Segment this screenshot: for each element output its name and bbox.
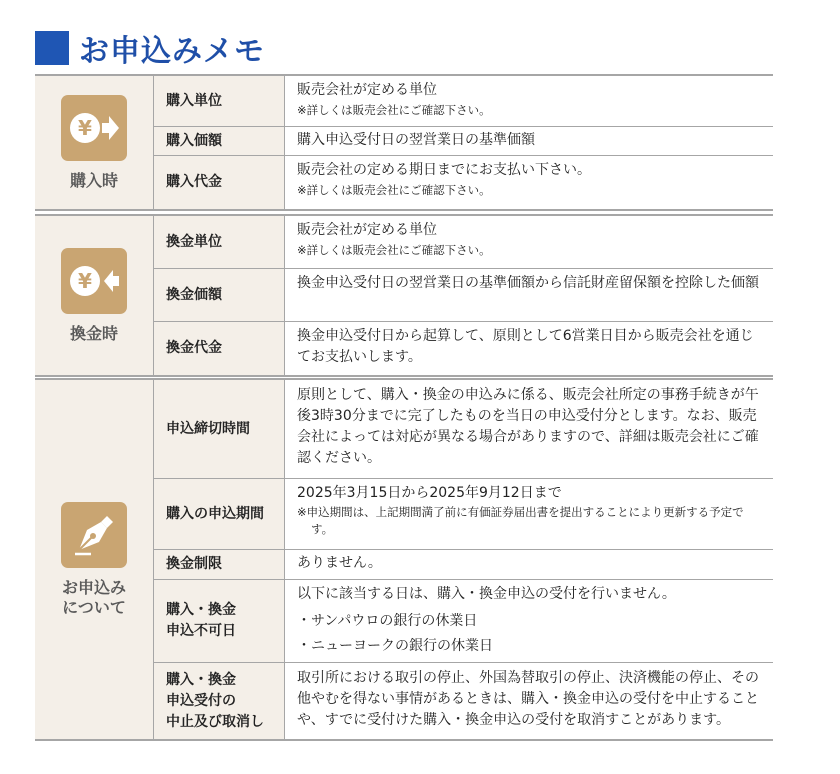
row-value: 販売会社が定める単位	[297, 222, 437, 238]
label-line: 申込不可日	[166, 623, 236, 639]
row-value: 販売会社が定める単位	[297, 82, 437, 98]
title-square-marker	[35, 31, 69, 65]
label-line: 購入・換金	[166, 671, 236, 688]
row-note: ※詳しくは販売会社にご確認下さい。	[297, 103, 491, 117]
row-label	[154, 580, 285, 662]
label-line: 申込受付の	[166, 692, 236, 709]
row-note: ※申込期間は、上記期間満了前に有価証券届出書を提出することにより更新する予定です。	[297, 505, 744, 536]
redemption-side-header	[35, 216, 154, 375]
row-label: 購入の申込期間	[154, 479, 285, 549]
label-line: 購入・換金	[166, 602, 236, 618]
row-label: 購入単位	[154, 76, 285, 126]
row-label: 申込締切時間	[154, 380, 285, 478]
application-side-label-line1: お申込み	[61, 577, 126, 597]
yen-arrow-left-icon	[61, 248, 127, 314]
purchase-side-header	[35, 76, 154, 209]
redemption-payment-row	[154, 321, 773, 375]
application-side-label-line2: について	[62, 597, 126, 617]
page-header	[35, 26, 265, 70]
closed-days-row	[154, 579, 773, 662]
cutoff-time-row	[154, 380, 773, 478]
purchase-unit-row	[154, 76, 773, 126]
application-side-label	[62, 578, 126, 618]
closed-day-item: ・サンパウロの銀行の休業日	[297, 613, 478, 629]
row-value: 原則として、購入・換金の申込みに係る、販売会社所定の事務手続きが午後3時30分までに完了したものを当日の申込受付分とします。なお、販売会社によっては対応が異なる場合がありますので、詳細は販売会社にご確認ください。	[297, 387, 759, 466]
row-label	[154, 663, 285, 739]
svg-text:¥: ¥	[78, 115, 92, 140]
redemption-unit-row	[154, 216, 773, 268]
row-value: 2025年3月15日から2025年9月12日まで	[297, 485, 562, 501]
row-value: 以下に該当する日は、購入・換金申込の受付を行いません。	[297, 586, 676, 602]
row-label: 換金制限	[154, 550, 285, 579]
row-note: ※詳しくは販売会社にご確認下さい。	[297, 243, 491, 257]
cancellation-row	[154, 662, 773, 739]
purchase-period-row	[154, 478, 773, 549]
redemption-side-label: 換金時	[69, 323, 118, 343]
row-note: ※詳しくは販売会社にご確認下さい。	[297, 183, 491, 197]
yen-arrow-right-icon	[61, 95, 127, 161]
redemption-limit-row	[154, 549, 773, 579]
row-value: 換金申込受付日から起算して、原則として6営業日目から販売会社を通じてお支払いします。	[297, 328, 754, 365]
application-side-header	[35, 380, 154, 739]
closed-day-item: ・ニューヨークの銀行の休業日	[297, 638, 493, 654]
label-line: 中止及び取消し	[166, 713, 264, 730]
redemption-section	[35, 214, 773, 377]
row-label: 換金代金	[154, 322, 285, 375]
row-label: 換金価額	[154, 269, 285, 321]
row-value: 換金申込受付日の翌営業日の基準価額から信託財産留保額を控除した価額	[297, 275, 759, 291]
row-value: 購入申込受付日の翌営業日の基準価額	[297, 132, 535, 148]
row-label: 購入価額	[154, 127, 285, 155]
pen-nib-icon	[61, 502, 127, 568]
row-value: 取引所における取引の停止、外国為替取引の停止、決済機能の停止、その他やむを得ない事情があるときは、購入・換金申込の受付を中止することや、すでに受付けた購入・換金申込の受付を取消すことがあります。	[297, 670, 759, 728]
row-value: ありません。	[297, 555, 382, 571]
purchase-payment-row	[154, 155, 773, 209]
application-section	[35, 378, 773, 741]
page-title: お申込みメモ	[79, 34, 265, 69]
purchase-section	[35, 74, 773, 211]
purchase-side-label: 購入時	[69, 170, 118, 190]
row-label: 換金単位	[154, 216, 285, 268]
row-value: 販売会社の定める期日までにお支払い下さい。	[297, 162, 591, 178]
redemption-price-row	[154, 268, 773, 321]
row-label: 購入代金	[154, 156, 285, 209]
purchase-price-row	[154, 126, 773, 155]
svg-text:¥: ¥	[78, 268, 92, 293]
